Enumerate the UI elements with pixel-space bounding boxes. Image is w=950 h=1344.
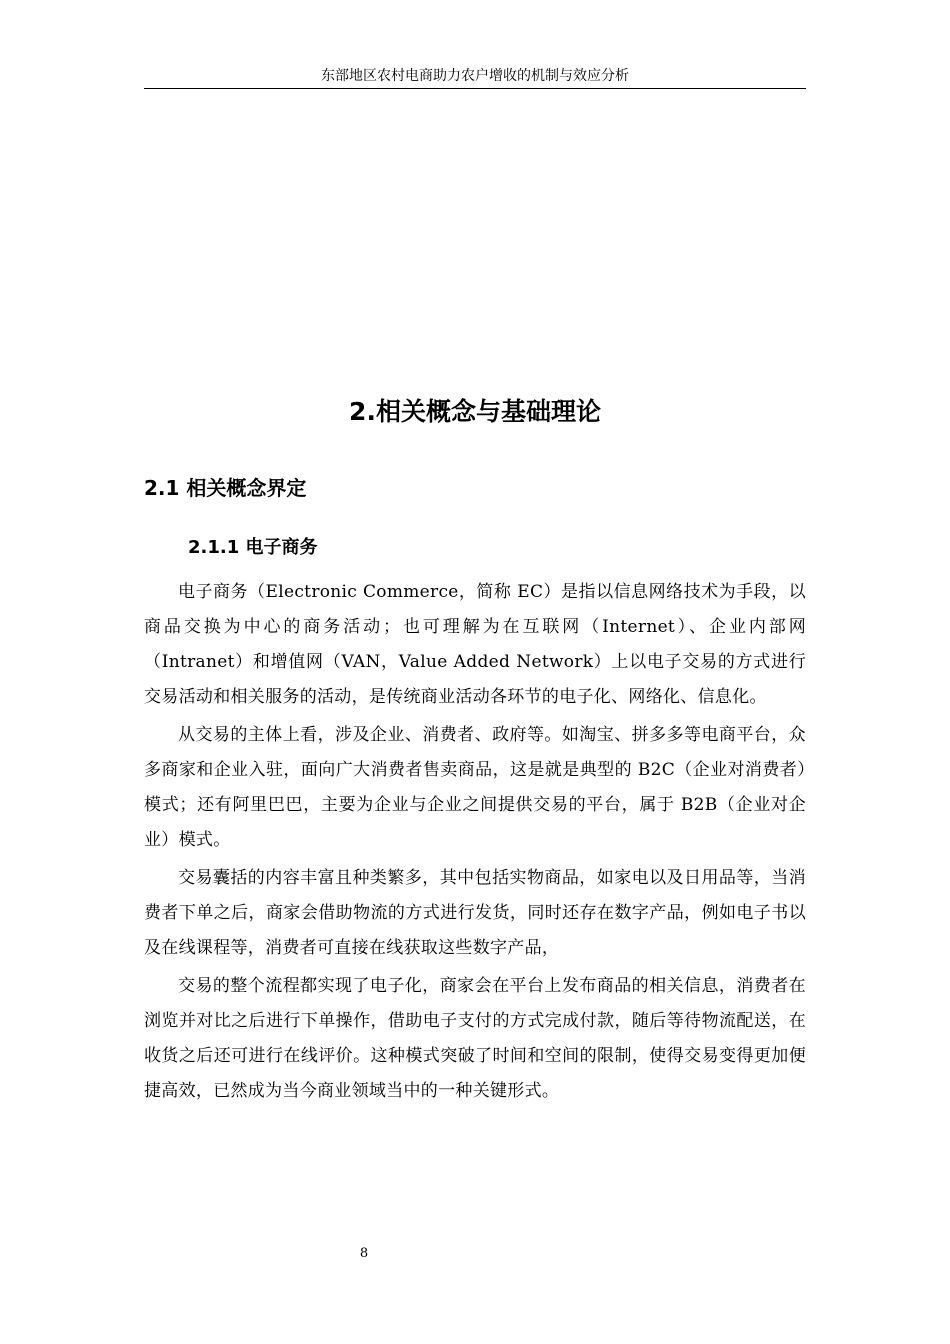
body-text [144, 575, 806, 1112]
paragraph: 从交易的主体上看，涉及企业、消费者、政府等。如淘宝、拼多多等电商平台，众多商家和企业入驻，面向广大消费者售卖商品，这是就是典型的 B2C（企业对消费者）模式；还有阿里巴巴，主要为企业与企业之间提供交易的平台，属于 B2B（企业对企业）模式。 [144, 725, 806, 850]
page-number: 8 [359, 1246, 369, 1261]
paragraph: 交易囊括的内容丰富且种类繁多，其中包括实物商品，如家电以及日用品等，当消费者下单之后，商家会借助物流的方式进行发货，同时还存在数字产品，例如电子书以及在线课程等，消费者可直接在线获取这些数字产品， [144, 868, 806, 958]
chapter-title: 2.相关概念与基础理论 [349, 397, 601, 426]
paragraph: 电子商务（Electronic Commerce，简称 EC）是指以信息网络技术为手段，以商品交换为中心的商务活动；也可理解为在互联网（Internet）、企业内部网（Intranet）和增值网（VAN，Value Added Network）上以电子交易的方式进行交易活动和相关服务的活动，是传统商业活动各环节的电子化、网络化、信息化。 [144, 582, 806, 707]
section-heading: 2.1 相关概念界定 [144, 476, 307, 500]
running-header: 东部地区农村电商助力农户增收的机制与效应分析 [144, 66, 806, 89]
subsection-heading: 2.1.1 电子商务 [188, 537, 318, 558]
paragraph: 交易的整个流程都实现了电子化，商家会在平台上发布商品的相关信息，消费者在浏览并对比之后进行下单操作，借助电子支付的方式完成付款，随后等待物流配送，在收货之后还可进行在线评价。这种模式突破了时间和空间的限制，使得交易变得更加便捷高效，已然成为当今商业领域当中的一种关键形式。 [144, 976, 806, 1101]
